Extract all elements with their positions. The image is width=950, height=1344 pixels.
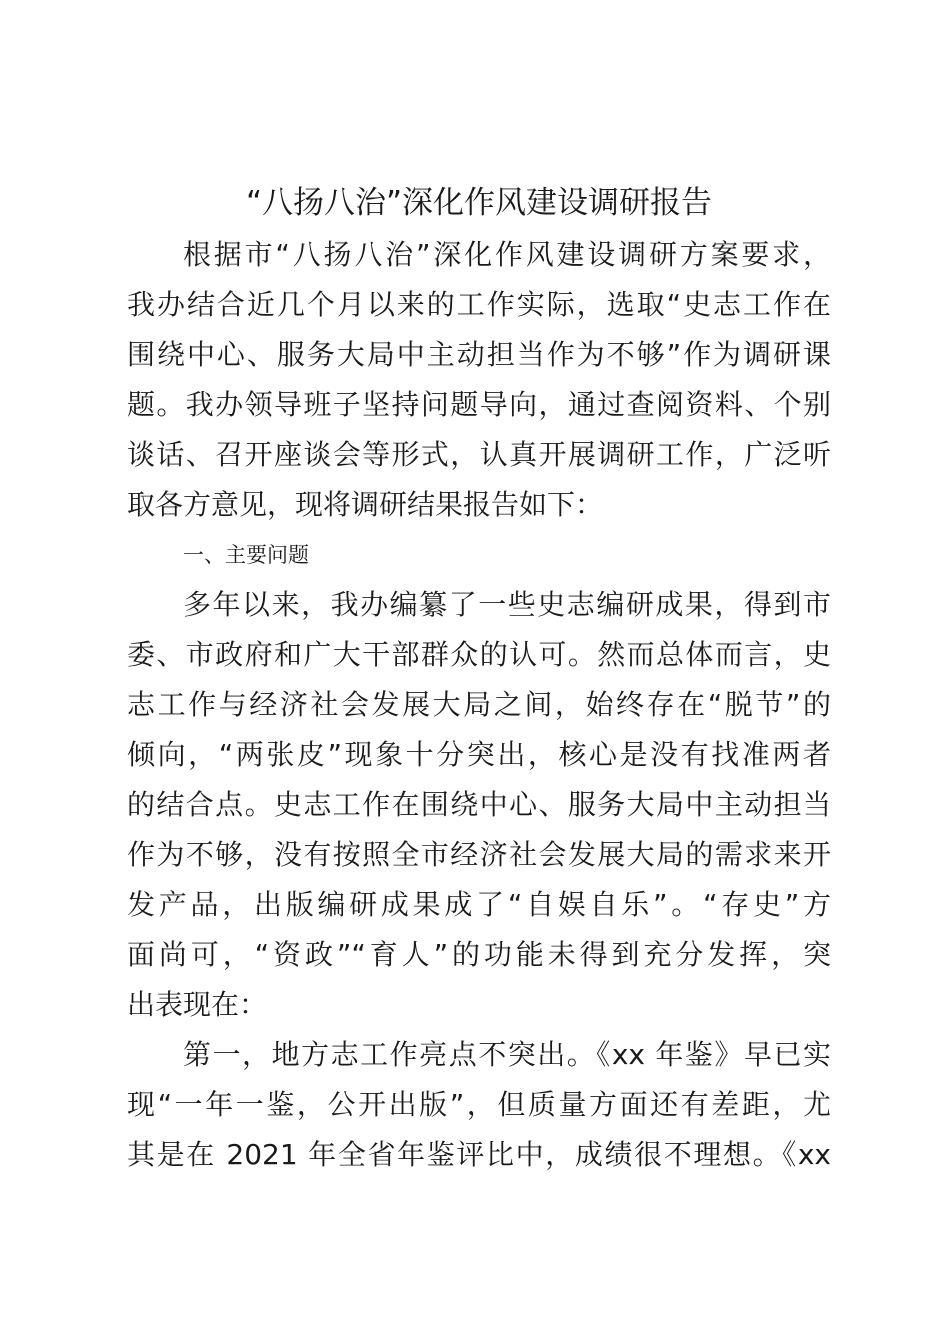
paragraph-line: 围绕中心、服务大局中主动担当作为不够”作为调研课 <box>127 338 831 371</box>
paragraph-line: 根据市“八扬八治”深化作风建设调研方案要求， <box>183 238 831 271</box>
paragraph-line: 委、市政府和广大干部群众的认可。然而总体而言，史 <box>127 638 831 671</box>
paragraph-line: 第一，地方志工作亮点不突出。《xx 年鉴》早已实 <box>183 1038 831 1071</box>
paragraph-line: 现“一年一鉴，公开出版”，但质量方面还有差距，尤 <box>127 1088 831 1121</box>
paragraph-line: 的结合点。史志工作在围绕中心、服务大局中主动担当 <box>127 788 831 821</box>
paragraph-line: 取各方意见，现将调研结果报告如下： <box>127 488 604 521</box>
section-heading: 一、主要问题 <box>183 543 309 567</box>
paragraph-line: 出表现在： <box>127 988 268 1021</box>
paragraph-line: 多年以来，我办编纂了一些史志编研成果，得到市 <box>183 588 831 621</box>
paragraph-line: 志工作与经济社会发展大局之间，始终存在“脱节”的 <box>127 688 831 721</box>
paragraph-line: 倾向，“两张皮”现象十分突出，核心是没有找准两者 <box>127 738 831 771</box>
document-title: “八扬八治”深化作风建设调研报告 <box>245 185 713 221</box>
paragraph-line: 其是在 2021 年全省年鉴评比中，成绩很不理想。《xx <box>127 1138 831 1171</box>
paragraph-line: 面尚可，“资政”“育人”的功能未得到充分发挥，突 <box>127 938 831 971</box>
paragraph-line: 题。我办领导班子坚持问题导向，通过查阅资料、个别 <box>127 388 831 421</box>
paragraph-line: 作为不够，没有按照全市经济社会发展大局的需求来开 <box>127 838 831 871</box>
paragraph-line: 发产品，出版编研成果成了“自娱自乐”。“存史”方 <box>127 888 831 921</box>
paragraph-line: 我办结合近几个月以来的工作实际，选取“史志工作在 <box>127 288 831 321</box>
paragraph-line: 谈话、召开座谈会等形式，认真开展调研工作，广泛听 <box>127 438 831 471</box>
